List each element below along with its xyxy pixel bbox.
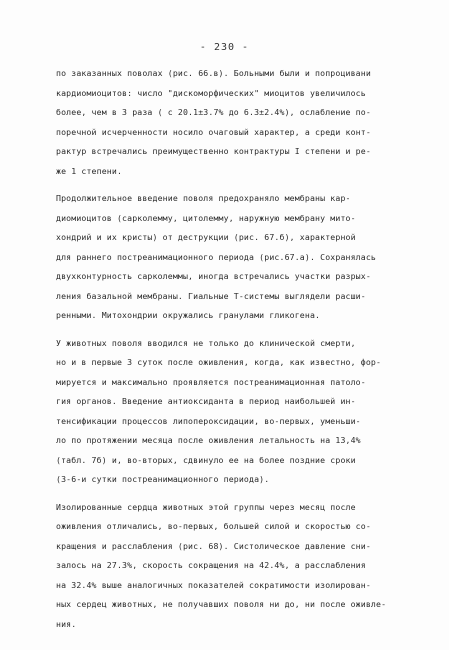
paragraph-1	[56, 64, 394, 181]
paragraph-gap	[56, 181, 394, 189]
text-line: хондрий и их кристы) от деструкции (рис. 67.б), характерной	[56, 232, 356, 242]
text-line: гия органов. Введение антиоксиданта в период наибольшей ин-	[56, 396, 356, 406]
text-line: рактур встречались преимущественно контрактуры I степени и ре-	[56, 146, 371, 156]
text-line: У животных поволя вводился не только до клинической смерти,	[56, 337, 356, 348]
text-line: для раннего постреанимационного периода (рис.67.а). Сохранялась	[56, 251, 376, 262]
text-line: (табл. 7б) и, во-вторых, сдвинуло ее на более поздние сроки	[56, 454, 356, 465]
text-line: залось на 27.3%, скорость сокращения на 42.4%, а расслабления	[56, 560, 366, 570]
text-line: ренными. Митохондрии окружались гранулами гликогена.	[56, 310, 321, 320]
text-line: Изолированные сердца животных этой группы через месяц после	[56, 501, 356, 512]
text-line: оживления отличались, во-первых, большей силой и скоростью со-	[56, 521, 371, 531]
text-line: ния.	[56, 618, 77, 629]
text-line: ления базальной мембраны. Гиальные Т-системы выглядели расши-	[56, 290, 366, 301]
text-line: ло по протяжении месяца после оживления летальность на 13,4%	[56, 435, 361, 445]
text-line: ных сердец животных, не получавших поволя ни до, ни после оживле-	[56, 599, 387, 609]
text-line: кардиомиоцитов: число "дискоморфических" миоцитов увеличилось	[56, 87, 366, 98]
paragraph-gap	[56, 326, 394, 334]
text-line: но и в первые 3 суток после оживления, когда, как известно, фор-	[56, 357, 382, 367]
text-line: мируется и максимально проявляется постреанимационная патоло-	[56, 376, 366, 387]
paragraph-gap	[56, 490, 394, 498]
text-line: двухконтурность сарколеммы, иногда встречались участки разрых-	[56, 271, 371, 281]
text-line: Продолжительное введение поволя предохраняло мембраны кар-	[56, 193, 351, 203]
document-body	[56, 64, 394, 634]
text-line: диомиоцитов (сарколемму, цитолемму, наружную мембрану мито-	[56, 212, 356, 223]
text-line: поречной исчерченности носило очаговый характер, а среди конт-	[56, 126, 371, 137]
paragraph-4	[56, 498, 394, 635]
text-line: по заказанных поволах (рис. 66.в). Больными были и попроцивани	[56, 68, 371, 78]
paragraph-2	[56, 189, 394, 326]
text-line: кращения и расслабления (рис. 68). Систолическое давление сни-	[56, 540, 371, 551]
paragraph-3	[56, 334, 394, 490]
text-line: на 32.4% выше аналогичных показателей сократимости изолирован-	[56, 579, 371, 590]
text-line: более, чем в 3 раза ( с 20.1±3.7% до 6.3±2.4%), ослабление по-	[56, 107, 371, 117]
page-number: - 230 -	[199, 42, 250, 53]
text-line: же 1 степени.	[56, 165, 123, 176]
text-line: (3-6-и сутки постреанимационного периода).	[56, 474, 270, 484]
text-line: тенсификации процессов липопероксидации, во-первых, уменьши-	[56, 415, 361, 426]
